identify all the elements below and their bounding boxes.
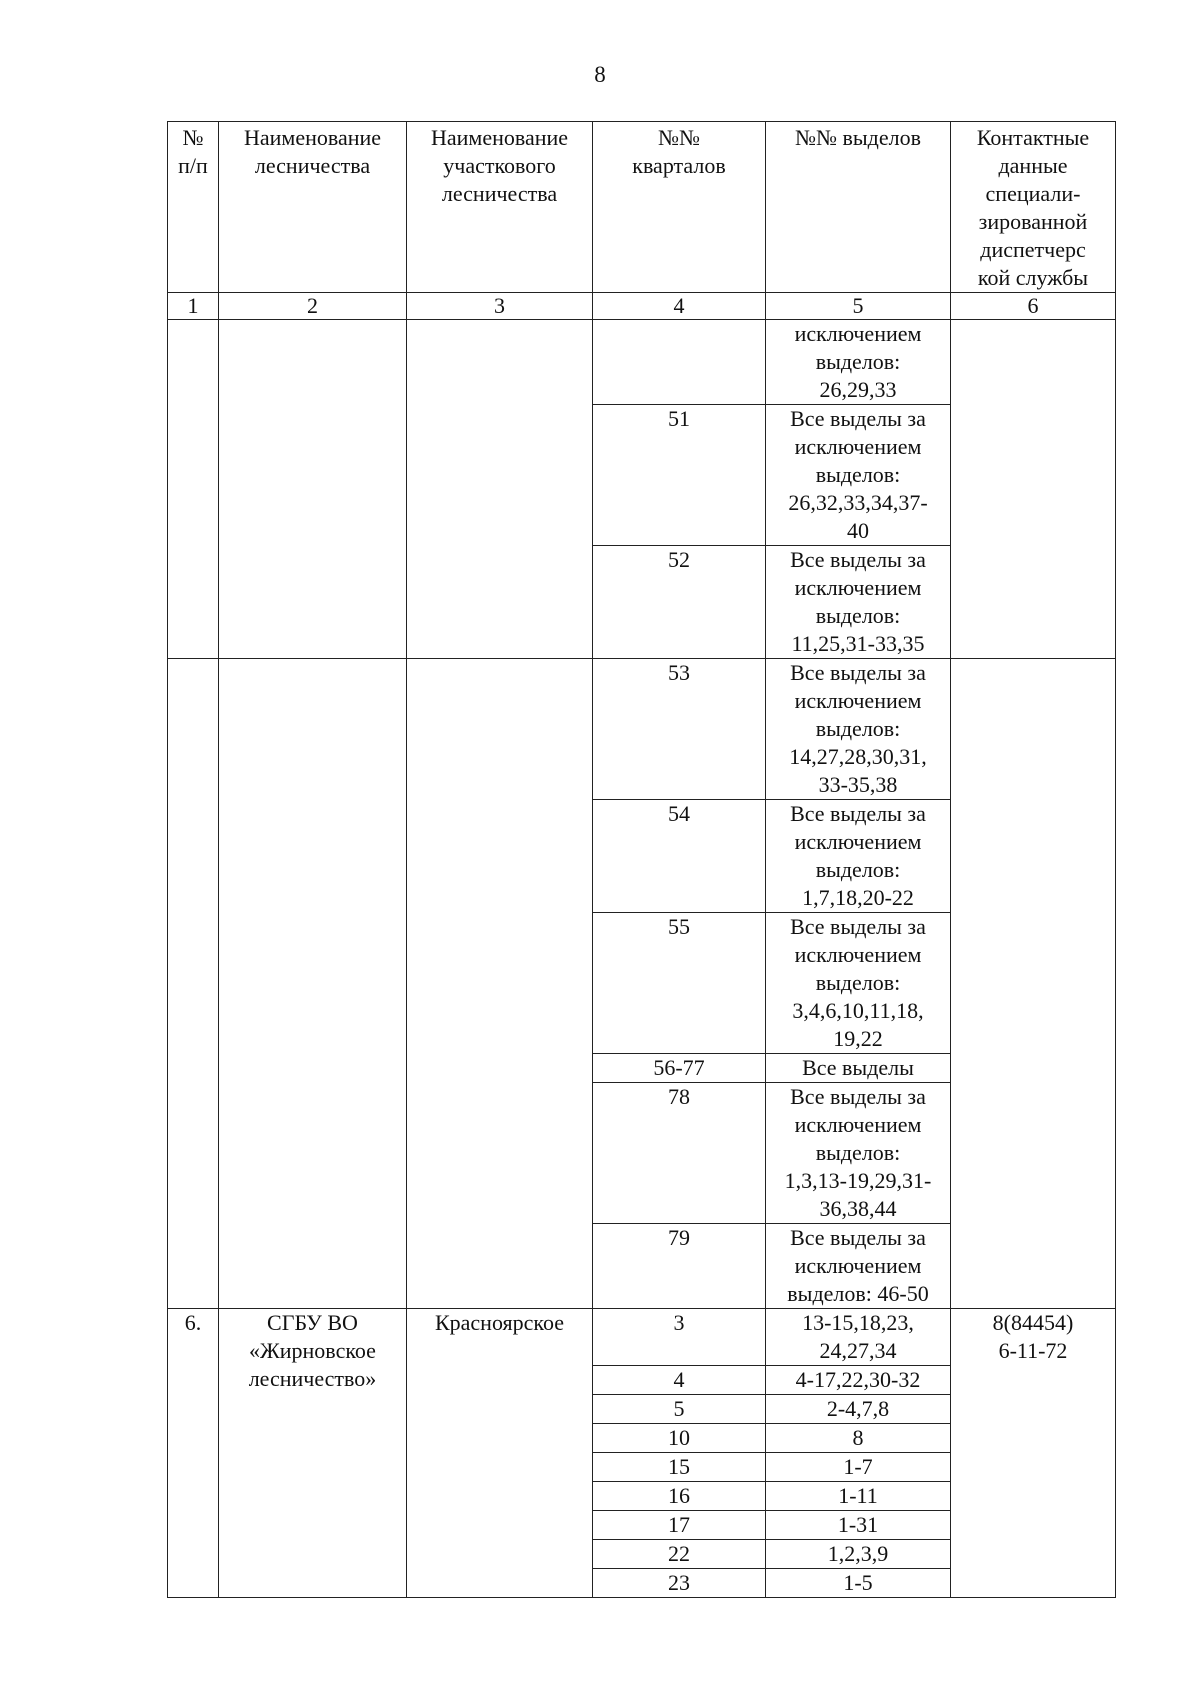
cell-number: 6. [168, 1309, 219, 1598]
cell-sections: 8 [766, 1424, 951, 1453]
cell-forestry [219, 659, 407, 1309]
cell-sections: 1-31 [766, 1511, 951, 1540]
cell-district [407, 659, 593, 1309]
cell-quarter: 79 [593, 1224, 766, 1309]
cell-sections: Все выделы за исключением выделов: 1,3,13-19,29,31- 36,38,44 [766, 1083, 951, 1224]
cell-sections: Все выделы за исключением выделов: 11,25,31-33,35 [766, 546, 951, 659]
column-number: 2 [219, 293, 407, 320]
cell-contact: 8(84454) 6-11-72 [951, 1309, 1116, 1598]
column-number: 1 [168, 293, 219, 320]
cell-number [168, 659, 219, 1309]
cell-sections: Все выделы за исключением выделов: 14,27,28,30,31, 33-35,38 [766, 659, 951, 800]
cell-quarter: 5 [593, 1395, 766, 1424]
cell-district [407, 320, 593, 659]
cell-sections: Все выделы за исключением выделов: 3,4,6,10,11,18, 19,22 [766, 913, 951, 1054]
cell-quarter: 52 [593, 546, 766, 659]
cell-sections: 1-11 [766, 1482, 951, 1511]
header-row [168, 122, 1116, 293]
cell-contact [951, 320, 1116, 659]
cell-quarter: 78 [593, 1083, 766, 1224]
cell-quarter: 53 [593, 659, 766, 800]
cell-sections: 1,2,3,9 [766, 1540, 951, 1569]
table-row [168, 320, 1116, 405]
column-number-row [168, 293, 1116, 320]
cell-sections: Все выделы [766, 1054, 951, 1083]
cell-quarter [593, 320, 766, 405]
column-number: 4 [593, 293, 766, 320]
cell-quarter: 22 [593, 1540, 766, 1569]
forestry-table [167, 121, 1116, 1598]
cell-quarter: 3 [593, 1309, 766, 1366]
page-number: 8 [594, 62, 606, 87]
cell-sections: Все выделы за исключением выделов: 46-50 [766, 1224, 951, 1309]
cell-sections: Все выделы за исключением выделов: 1,7,18,20-22 [766, 800, 951, 913]
cell-sections: 1-7 [766, 1453, 951, 1482]
header-col1: № п/п [168, 122, 219, 293]
header-col3: Наименование участкового лесничества [407, 122, 593, 293]
header-col6: Контактные данные специали- зированной диспетчерс кой службы [951, 122, 1116, 293]
header-col2: Наименование лесничества [219, 122, 407, 293]
header-col4: №№ кварталов [593, 122, 766, 293]
cell-quarter: 4 [593, 1366, 766, 1395]
cell-sections: 4-17,22,30-32 [766, 1366, 951, 1395]
cell-district: Красноярское [407, 1309, 593, 1598]
cell-quarter: 54 [593, 800, 766, 913]
cell-sections: 13-15,18,23, 24,27,34 [766, 1309, 951, 1366]
column-number: 3 [407, 293, 593, 320]
cell-forestry [219, 320, 407, 659]
cell-quarter: 55 [593, 913, 766, 1054]
cell-quarter: 15 [593, 1453, 766, 1482]
table-row [168, 1309, 1116, 1366]
cell-sections: исключением выделов: 26,29,33 [766, 320, 951, 405]
cell-sections: 2-4,7,8 [766, 1395, 951, 1424]
cell-sections: Все выделы за исключением выделов: 26,32,33,34,37- 40 [766, 405, 951, 546]
cell-contact [951, 659, 1116, 1309]
header-col5: №№ выделов [766, 122, 951, 293]
table-row [168, 659, 1116, 800]
cell-forestry: СГБУ ВО «Жирновское лесничество» [219, 1309, 407, 1598]
cell-quarter: 56-77 [593, 1054, 766, 1083]
cell-quarter: 17 [593, 1511, 766, 1540]
column-number: 6 [951, 293, 1116, 320]
column-number: 5 [766, 293, 951, 320]
cell-number [168, 320, 219, 659]
cell-sections: 1-5 [766, 1569, 951, 1598]
cell-quarter: 10 [593, 1424, 766, 1453]
cell-quarter: 16 [593, 1482, 766, 1511]
cell-quarter: 23 [593, 1569, 766, 1598]
cell-quarter: 51 [593, 405, 766, 546]
